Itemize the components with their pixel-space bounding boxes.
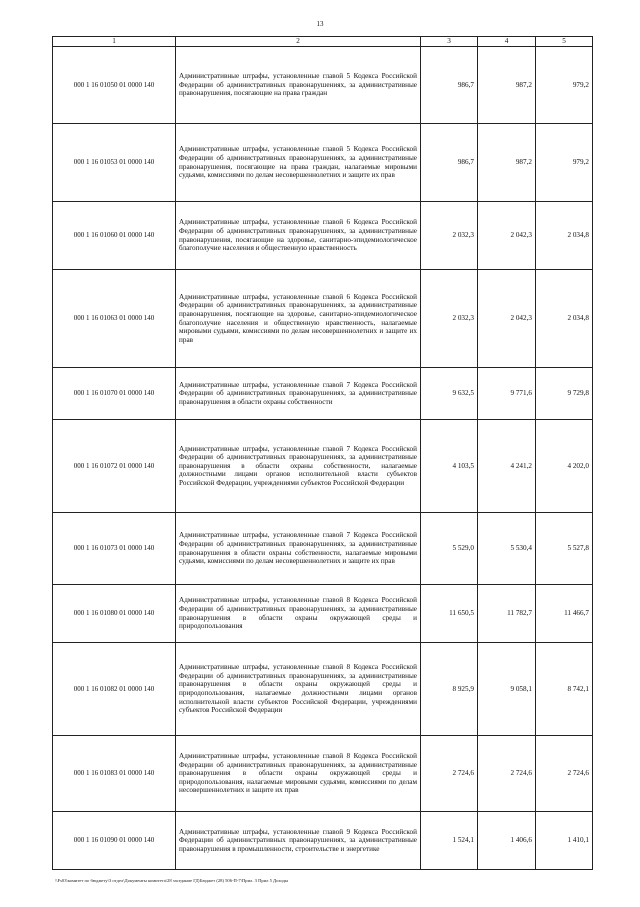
revenue-table bbox=[52, 36, 593, 870]
value-col-4: 4 241,2 bbox=[478, 420, 536, 513]
budget-code: 000 1 16 01070 01 0000 140 bbox=[53, 368, 176, 420]
table-row bbox=[53, 812, 593, 870]
value-col-5: 2 724,6 bbox=[536, 736, 593, 812]
value-col-3: 986,7 bbox=[421, 47, 478, 124]
table-row bbox=[53, 202, 593, 270]
revenue-description: Административные штрафы, установленные главой 8 Кодекса Российской Федерации об административных правонарушениях, за административные правонарушения в области охраны окружающей среды и природопользования, налагаемые мировыми судьями, комиссиями по делам несовершеннолетних и защите их прав bbox=[176, 736, 421, 812]
value-col-5: 979,2 bbox=[536, 124, 593, 202]
table-row bbox=[53, 585, 593, 643]
budget-code: 000 1 16 01080 01 0000 140 bbox=[53, 585, 176, 643]
value-col-3: 5 529,0 bbox=[421, 513, 478, 585]
column-header-4: 4 bbox=[478, 37, 536, 47]
column-header-5: 5 bbox=[536, 37, 593, 47]
value-col-5: 2 034,8 bbox=[536, 202, 593, 270]
revenue-description: Административные штрафы, установленные главой 8 Кодекса Российской Федерации об административных правонарушениях, за административные правонарушения в области охраны окружающей среды и природопользования, налагаемые должностными лицами органов исполнительной власти субъектов Российской Федерации, учреждениями субъектов Российской Федерации bbox=[176, 643, 421, 736]
revenue-description: Административные штрафы, установленные главой 7 Кодекса Российской Федерации об административных правонарушениях, за административные правонарушения в области охраны собственности, налагаемые мировыми судьями, комиссиями по делам несовершеннолетних и защите их прав bbox=[176, 513, 421, 585]
revenue-description: Административные штрафы, установленные главой 7 Кодекса Российской Федерации об административных правонарушениях, за административные правонарушения в области охраны собственности bbox=[176, 368, 421, 420]
value-col-5: 1 410,1 bbox=[536, 812, 593, 870]
value-col-5: 4 202,0 bbox=[536, 420, 593, 513]
budget-code: 000 1 16 01083 01 0000 140 bbox=[53, 736, 176, 812]
table-row bbox=[53, 513, 593, 585]
value-col-4: 5 530,4 bbox=[478, 513, 536, 585]
value-col-4: 9 058,1 bbox=[478, 643, 536, 736]
column-header-2: 2 bbox=[176, 37, 421, 47]
value-col-3: 2 724,6 bbox=[421, 736, 478, 812]
budget-code: 000 1 16 01060 01 0000 140 bbox=[53, 202, 176, 270]
budget-code: 000 1 16 01073 01 0000 140 bbox=[53, 513, 176, 585]
table-row bbox=[53, 420, 593, 513]
value-col-3: 9 632,5 bbox=[421, 368, 478, 420]
value-col-3: 2 032,3 bbox=[421, 270, 478, 368]
budget-code: 000 1 16 01053 01 0000 140 bbox=[53, 124, 176, 202]
value-col-4: 2 724,6 bbox=[478, 736, 536, 812]
revenue-description: Административные штрафы, установленные главой 5 Кодекса Российской Федерации об административных правонарушениях, за административные правонарушения, посягающие на права граждан, налагаемые мировыми судьями, комиссиями по делам несовершеннолетних и защите их прав bbox=[176, 124, 421, 202]
value-col-5: 8 742,1 bbox=[536, 643, 593, 736]
budget-code: 000 1 16 01063 01 0000 140 bbox=[53, 270, 176, 368]
table-row bbox=[53, 643, 593, 736]
revenue-description: Административные штрафы, установленные главой 5 Кодекса Российской Федерации об административных правонарушениях, за административные правонарушения, посягающие на права граждан bbox=[176, 47, 421, 124]
value-col-4: 11 782,7 bbox=[478, 585, 536, 643]
table-row bbox=[53, 270, 593, 368]
value-col-4: 1 406,6 bbox=[478, 812, 536, 870]
table-row bbox=[53, 736, 593, 812]
value-col-5: 979,2 bbox=[536, 47, 593, 124]
table-row bbox=[53, 124, 593, 202]
value-col-5: 2 034,8 bbox=[536, 270, 593, 368]
value-col-4: 987,2 bbox=[478, 47, 536, 124]
page-number: 13 bbox=[316, 20, 324, 28]
table-row bbox=[53, 368, 593, 420]
value-col-4: 9 771,6 bbox=[478, 368, 536, 420]
revenue-description: Административные штрафы, установленные главой 9 Кодекса Российской Федерации об административных правонарушениях, за административные правонарушения в промышленности, строительстве и энергетике bbox=[176, 812, 421, 870]
value-col-3: 8 925,9 bbox=[421, 643, 478, 736]
value-col-5: 5 527,8 bbox=[536, 513, 593, 585]
revenue-description: Административные штрафы, установленные главой 8 Кодекса Российской Федерации об административных правонарушениях, за административные правонарушения в области охраны окружающей среды и природопользования bbox=[176, 585, 421, 643]
value-col-4: 2 042,3 bbox=[478, 202, 536, 270]
value-col-3: 4 103,5 bbox=[421, 420, 478, 513]
value-col-3: 2 032,3 bbox=[421, 202, 478, 270]
value-col-3: 1 524,1 bbox=[421, 812, 478, 870]
revenue-description: Административные штрафы, установленные главой 7 Кодекса Российской Федерации об административных правонарушениях, за административные правонарушения в области охраны собственности, налагаемые должностными лицами органов исполнительной власти субъектов Российской Федерации, учреждениями субъектов Российской Федерации bbox=[176, 420, 421, 513]
table-header-row bbox=[53, 37, 593, 47]
value-col-4: 987,2 bbox=[478, 124, 536, 202]
budget-code: 000 1 16 01090 01 0000 140 bbox=[53, 812, 176, 870]
revenue-description: Административные штрафы, установленные главой 6 Кодекса Российской Федерации об административных правонарушениях, за административные правонарушения, посягающие на здоровье, санитарно-эпидемиологическое благополучие населения и общественную нравственность, налагаемые мировыми судьями, комиссиями по делам несовершеннолетних и защите их прав bbox=[176, 270, 421, 368]
value-col-3: 11 650,5 bbox=[421, 585, 478, 643]
revenue-description: Административные штрафы, установленные главой 6 Кодекса Российской Федерации об административных правонарушениях, за административные правонарушения, посягающие на здоровье, санитарно-эпидемиологическое благополучие населения и общественную нравственность bbox=[176, 202, 421, 270]
budget-code: 000 1 16 01072 01 0000 140 bbox=[53, 420, 176, 513]
value-col-5: 11 466,7 bbox=[536, 585, 593, 643]
value-col-5: 9 729,8 bbox=[536, 368, 593, 420]
column-header-1: 1 bbox=[53, 37, 176, 47]
budget-code: 000 1 16 01050 01 0000 140 bbox=[53, 47, 176, 124]
value-col-3: 986,7 bbox=[421, 124, 478, 202]
table-row bbox=[53, 47, 593, 124]
file-path-footer: \\Fs03\комитет по бюджету\3 отдел\Документы комитета\28 заседание ГД\Бюджет (28) 506-П-7\Прил. 3 Прил 5 Доходы bbox=[55, 878, 289, 883]
value-col-4: 2 042,3 bbox=[478, 270, 536, 368]
budget-code: 000 1 16 01082 01 0000 140 bbox=[53, 643, 176, 736]
column-header-3: 3 bbox=[421, 37, 478, 47]
